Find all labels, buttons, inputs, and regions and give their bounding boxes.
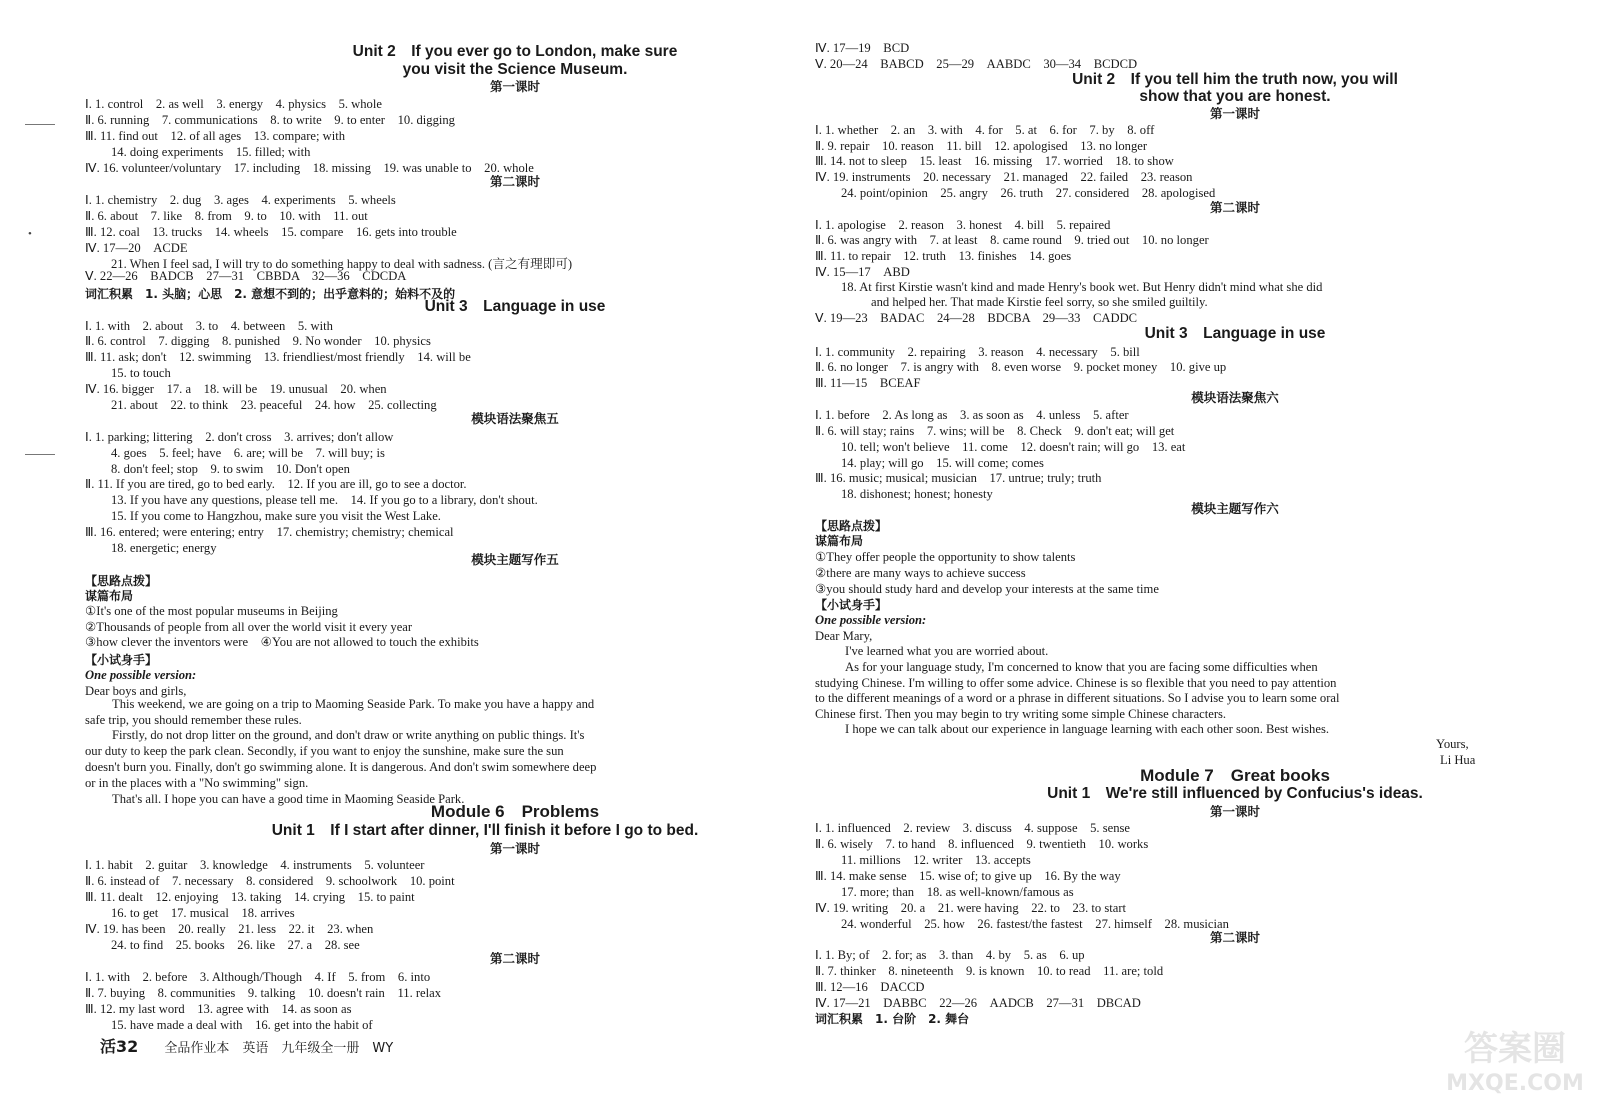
- answer-line: Dear boys and girls,: [85, 684, 187, 698]
- section-heading: show that you are honest.: [1139, 88, 1331, 105]
- book-title: 全品作业本 英语 九年级全一册 WY: [164, 1041, 394, 1056]
- answer-line: 15. If you come to Hangzhou, make sure you visit the West Lake.: [111, 509, 441, 523]
- margin-dash: [25, 124, 55, 125]
- answer-line: 词汇积累 1. 台阶 2. 舞台: [815, 1012, 970, 1026]
- section-heading: 第二课时: [1209, 200, 1260, 215]
- watermark-url: MXQE.COM: [1446, 1071, 1584, 1096]
- section-heading: 第一课时: [1209, 106, 1260, 121]
- answer-line: Ⅲ. 11. dealt 12. enjoying 13. taking 14. crying 15. to paint: [85, 890, 415, 904]
- answer-line: 【思路点拨】: [815, 519, 888, 533]
- answer-line: One possible version:: [815, 613, 927, 627]
- section-heading: Unit 1 We're still influenced by Confucius's ideas.: [1047, 785, 1423, 802]
- section-heading: 模块主题写作六: [1191, 501, 1279, 516]
- answer-line: Ⅲ. 16. music; musical; musician 17. untrue; truly; truth: [815, 471, 1102, 485]
- answer-line: ①It's one of the most popular museums in Beijing: [85, 604, 338, 618]
- page-number: 活32: [100, 1037, 139, 1056]
- answer-line: 4. goes 5. feel; have 6. are; will be 7. will buy; is: [111, 446, 385, 460]
- answer-line: Ⅱ. 6. wisely 7. to hand 8. influenced 9. twentieth 10. works: [815, 837, 1149, 851]
- answer-line: 【小试身手】: [85, 653, 158, 667]
- answer-line: ②Thousands of people from all over the world visit it every year: [85, 620, 413, 634]
- section-heading: Module 7 Great books: [1140, 766, 1330, 785]
- answer-line: 13. If you have any questions, please tell me. 14. If you go to a library, don't shout.: [111, 493, 538, 507]
- answer-line: Ⅳ. 19. has been 20. really 21. less 22. it 23. when: [85, 922, 374, 936]
- answer-line: 15. have made a deal with 16. get into the habit of: [111, 1018, 373, 1032]
- answer-line: Ⅴ. 19—23 BADAC 24—28 BDCBA 29—33 CADDC: [815, 311, 1138, 325]
- answer-line: ②there are many ways to achieve success: [815, 566, 1026, 580]
- answer-line: Dear Mary,: [815, 629, 873, 643]
- answer-line: Ⅰ. 1. influenced 2. review 3. discuss 4. suppose 5. sense: [815, 821, 1131, 835]
- section-heading: 模块语法聚焦六: [1191, 390, 1279, 405]
- right-column: [815, 0, 1575, 1107]
- answer-line: ③you should study hard and develop your interests at the same time: [815, 582, 1159, 596]
- answer-line: Ⅴ. 22—26 BADCB 27—31 CBBDA 32—36 CDCDA: [85, 269, 407, 283]
- answer-line: 18. At first Kirstie wasn't kind and made Henry's book wet. But Henry didn't mind what she did: [841, 280, 1323, 294]
- section-heading: 模块主题写作五: [471, 552, 559, 567]
- answer-line: This weekend, we are going on a trip to Maoming Seaside Park. To make you have a happy and: [112, 697, 595, 711]
- answer-line: 8. don't feel; stop 9. to swim 10. Don't open: [111, 462, 350, 476]
- answer-line: Ⅰ. 1. apologise 2. reason 3. honest 4. bill 5. repaired: [815, 218, 1111, 232]
- answer-line: Ⅱ. 6. control 7. digging 8. punished 9. No wonder 10. physics: [85, 334, 431, 348]
- answer-line: Li Hua: [1440, 753, 1476, 767]
- answer-line: 词汇积累 1. 头脑；心思 2. 意想不到的；出乎意料的；始料不及的: [85, 287, 456, 301]
- answer-line: Ⅲ. 11. to repair 12. truth 13. finishes 14. goes: [815, 249, 1072, 263]
- answer-line: Ⅱ. 9. repair 10. reason 11. bill 12. apologised 13. no longer: [815, 139, 1148, 153]
- answer-line: Ⅰ. 1. By; of 2. for; as 3. than 4. by 5. as 6. up: [815, 948, 1085, 962]
- answer-line: Ⅱ. 7. buying 8. communities 9. talking 10. doesn't rain 11. relax: [85, 986, 442, 1000]
- answer-line: Ⅰ. 1. habit 2. guitar 3. knowledge 4. instruments 5. volunteer: [85, 858, 425, 872]
- section-heading: 第一课时: [489, 79, 540, 94]
- answer-line: Ⅲ. 11. ask; don't 12. swimming 13. friendliest/most friendly 14. will be: [85, 350, 471, 364]
- answer-line: Ⅱ. 6. instead of 7. necessary 8. considered 9. schoolwork 10. point: [85, 874, 455, 888]
- answer-line: 24. to find 25. books 26. like 27. a 28. see: [111, 938, 360, 952]
- answer-line: Ⅰ. 1. before 2. As long as 3. as soon as 4. unless 5. after: [815, 408, 1129, 422]
- answer-line: Ⅳ. 17—20 ACDE: [85, 241, 188, 255]
- answer-line: safe trip, you should remember these rules.: [85, 713, 302, 727]
- section-heading: 第一课时: [489, 841, 540, 856]
- section-heading: 模块语法聚焦五: [471, 411, 559, 426]
- answer-line: Ⅱ. 6. will stay; rains 7. wins; will be 8. Check 9. don't eat; will get: [815, 424, 1175, 438]
- answer-line: 14. doing experiments 15. filled; with: [111, 145, 311, 159]
- answer-line: Ⅳ. 16. volunteer/voluntary 17. including 18. missing 19. was unable to 20. whole: [85, 161, 534, 175]
- answer-line: 24. point/opinion 25. angry 26. truth 27. considered 28. apologised: [841, 186, 1216, 200]
- answer-line: Ⅱ. 6. was angry with 7. at least 8. came round 9. tried out 10. no longer: [815, 233, 1209, 247]
- answer-line: 【思路点拨】: [85, 574, 158, 588]
- section-heading: 第二课时: [489, 951, 540, 966]
- answer-line: 15. to touch: [111, 366, 171, 380]
- answer-line: Ⅰ. 1. community 2. repairing 3. reason 4. necessary 5. bill: [815, 345, 1140, 359]
- answer-line: Ⅱ. 7. thinker 8. nineteenth 9. is known 10. to read 11. are; told: [815, 964, 1164, 978]
- answer-line: 10. tell; won't believe 11. come 12. doesn't rain; will go 13. eat: [841, 440, 1186, 454]
- answer-line: ①They offer people the opportunity to show talents: [815, 550, 1076, 564]
- answer-line: I've learned what you are worried about.: [845, 644, 1049, 658]
- answer-line: Firstly, do not drop litter on the ground, and don't draw or write anything on public things. It's: [112, 728, 585, 742]
- answer-line: Ⅳ. 17—19 BCD: [815, 41, 910, 55]
- answer-line: Ⅰ. 1. control 2. as well 3. energy 4. physics 5. whole: [85, 97, 382, 111]
- answer-line: 11. millions 12. writer 13. accepts: [841, 853, 1031, 867]
- watermark-text: 答案圈: [1464, 1029, 1566, 1069]
- answer-line: Ⅲ. 12. my last word 13. agree with 14. as soon as: [85, 1002, 352, 1016]
- answer-line: 【小试身手】: [815, 598, 888, 612]
- answer-line: doesn't burn you. Finally, don't go swimming alone. It is dangerous. And don't swim somewhere deep: [85, 760, 597, 774]
- margin-dash: [25, 454, 55, 455]
- answer-line: Ⅲ. 16. entered; were entering; entry 17. chemistry; chemistry; chemical: [85, 525, 454, 539]
- answer-line: Yours,: [1436, 737, 1469, 751]
- answer-line: Ⅳ. 19. instruments 20. necessary 21. managed 22. failed 23. reason: [815, 170, 1193, 184]
- answer-line: Ⅳ. 16. bigger 17. a 18. will be 19. unusual 20. when: [85, 382, 387, 396]
- answer-line: 18. energetic; energy: [111, 541, 217, 555]
- answer-line: 谋篇布局: [85, 589, 134, 603]
- answer-line: ③how clever the inventors were ④You are not allowed to touch the exhibits: [85, 635, 479, 649]
- answer-line: our duty to keep the park clean. Secondly, if you want to enjoy the sunshine, make sure the sun: [85, 744, 564, 758]
- section-heading: Unit 3 Language in use: [1144, 325, 1326, 342]
- answer-line: Ⅰ. 1. with 2. about 3. to 4. between 5. with: [85, 319, 333, 333]
- margin-dot: •: [28, 228, 32, 240]
- page-footer: [100, 1034, 393, 1057]
- answer-line: Ⅰ. 1. whether 2. an 3. with 4. for 5. at 6. for 7. by 8. off: [815, 123, 1155, 137]
- section-heading: Unit 2 If you tell him the truth now, you will: [1072, 71, 1398, 88]
- answer-line: Ⅲ. 12—16 DACCD: [815, 980, 925, 994]
- answer-line: 17. more; than 18. as well-known/famous as: [841, 885, 1074, 899]
- watermark-logo: [1440, 1020, 1590, 1100]
- answer-line: Ⅲ. 14. not to sleep 15. least 16. missing 17. worried 18. to show: [815, 154, 1174, 168]
- answer-line: Ⅱ. 6. no longer 7. is angry with 8. even worse 9. pocket money 10. give up: [815, 360, 1227, 374]
- section-heading: Unit 3 Language in use: [424, 298, 606, 315]
- section-heading: Unit 2 If you ever go to London, make sure: [352, 43, 678, 60]
- answer-line: Ⅰ. 1. with 2. before 3. Although/Though 4. If 5. from 6. into: [85, 970, 431, 984]
- answer-line: 24. wonderful 25. how 26. fastest/the fastest 27. himself 28. musician: [841, 917, 1229, 931]
- answer-line: Ⅲ. 11—15 BCEAF: [815, 376, 921, 390]
- answer-line: I hope we can talk about our experience in language learning with each other soon. Best wishes.: [845, 722, 1329, 736]
- answer-line: or in the places with a "No swimming" sign.: [85, 776, 309, 790]
- answer-line: Ⅳ. 19. writing 20. a 21. were having 22. to 23. to start: [815, 901, 1127, 915]
- section-heading: 第二课时: [489, 174, 540, 189]
- answer-line: Ⅱ. 6. about 7. like 8. from 9. to 10. with 11. out: [85, 209, 368, 223]
- answer-line: Ⅰ. 1. chemistry 2. dug 3. ages 4. experiments 5. wheels: [85, 193, 396, 207]
- answer-line: That's all. I hope you can have a good time in Maoming Seaside Park.: [112, 792, 465, 806]
- answer-line: studying Chinese. I'm willing to offer some advice. Chinese is so flexible that you need to pay attention: [815, 676, 1337, 690]
- answer-line: 18. dishonest; honest; honesty: [841, 487, 993, 501]
- answer-line: 21. about 22. to think 23. peaceful 24. how 25. collecting: [111, 398, 437, 412]
- answer-line: Ⅱ. 6. running 7. communications 8. to write 9. to enter 10. digging: [85, 113, 455, 127]
- section-heading: Unit 1 If I start after dinner, I'll finish it before I go to bed.: [271, 822, 699, 839]
- answer-line: Ⅲ. 11. find out 12. of all ages 13. compare; with: [85, 129, 346, 143]
- answer-line: Ⅲ. 12. coal 13. trucks 14. wheels 15. compare 16. gets into trouble: [85, 225, 457, 239]
- section-heading: you visit the Science Museum.: [402, 61, 628, 78]
- section-heading: 第二课时: [1209, 930, 1260, 945]
- answer-line: Ⅳ. 15—17 ABD: [815, 265, 910, 279]
- answer-line: Ⅳ. 17—21 DABBC 22—26 AADCB 27—31 DBCAD: [815, 996, 1141, 1010]
- answer-line: One possible version:: [85, 668, 197, 682]
- answer-line: Ⅱ. 11. If you are tired, go to bed early. 12. If you are ill, go to see a doctor.: [85, 477, 467, 491]
- left-column: [85, 0, 845, 1107]
- answer-line: As for your language study, I'm concerned to know that you are facing some difficulties when: [845, 660, 1318, 674]
- answer-line: Ⅰ. 1. parking; littering 2. don't cross 3. arrives; don't allow: [85, 430, 394, 444]
- answer-line: Ⅴ. 20—24 BABCD 25—29 AABDC 30—34 BCDCD: [815, 57, 1138, 71]
- answer-line: Ⅲ. 14. make sense 15. wise of; to give up 16. By the way: [815, 869, 1121, 883]
- answer-line: Chinese first. Then you may begin to try writing some simple Chinese characters.: [815, 707, 1227, 721]
- answer-line: to the different meanings of a word or a phrase in different situations. So I advise you to learn some oral: [815, 691, 1340, 705]
- answer-line: 谋篇布局: [815, 534, 864, 548]
- answer-line: 14. play; will go 15. will come; comes: [841, 456, 1044, 470]
- answer-line: 21. When I feel sad, I will try to do something happy to deal with sadness. (言之有理即可): [111, 257, 573, 271]
- section-heading: 第一课时: [1209, 804, 1260, 819]
- answer-line: 16. to get 17. musical 18. arrives: [111, 906, 295, 920]
- answer-line: and helped her. That made Kirstie feel sorry, so she smiled guiltily.: [871, 295, 1208, 309]
- section-heading: Module 6 Problems: [430, 802, 600, 821]
